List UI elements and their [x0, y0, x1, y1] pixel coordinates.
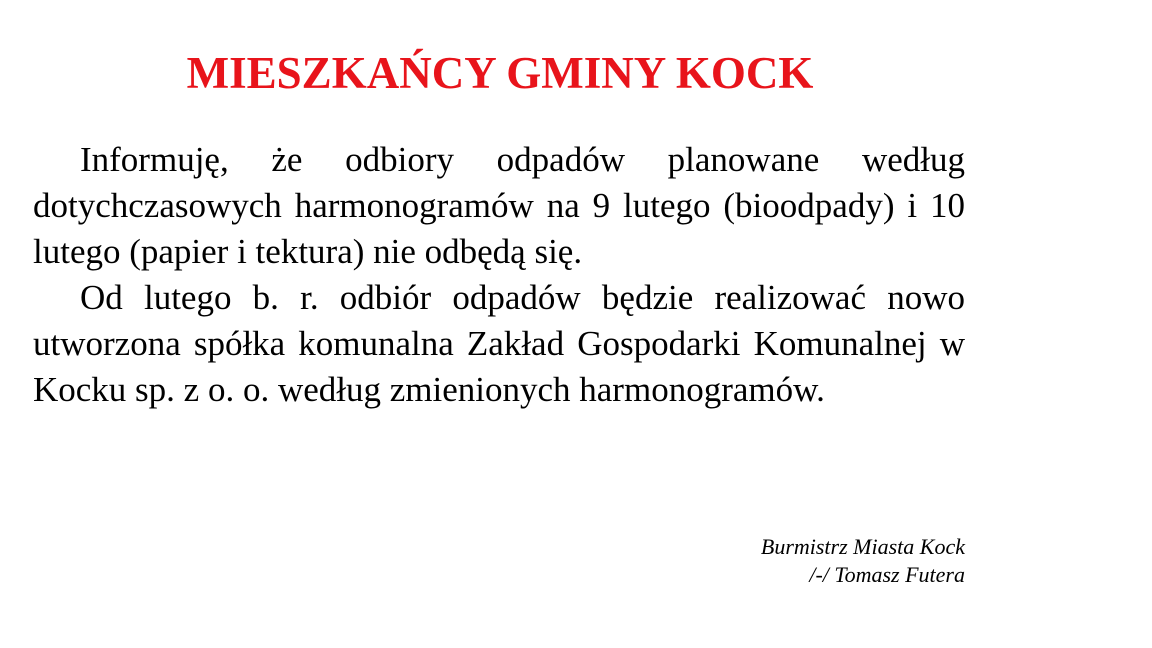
page-title: MIESZKAŃCY GMINY KOCK — [186, 48, 814, 98]
paragraph-cancellation: Informuję, że odbiory odpadów planowane według dotychczasowych harmonogramów na 9 lutego (bioodpady) i 10 lutego (papier i tektura) nie odbędą się. — [33, 140, 965, 271]
announcement-body — [33, 137, 965, 413]
signature-position: Burmistrz Miasta Kock — [760, 534, 965, 559]
paragraph-new-operator: Od lutego b. r. odbiór odpadów będzie realizować nowo utworzona spółka komunalna Zakład Gospodarki Komunalnej w Kocku sp. z o. o. według zmienionych harmonogramów. — [33, 278, 965, 409]
signature-block — [761, 533, 965, 589]
signature-name: /-/ Tomasz Futera — [809, 562, 965, 587]
